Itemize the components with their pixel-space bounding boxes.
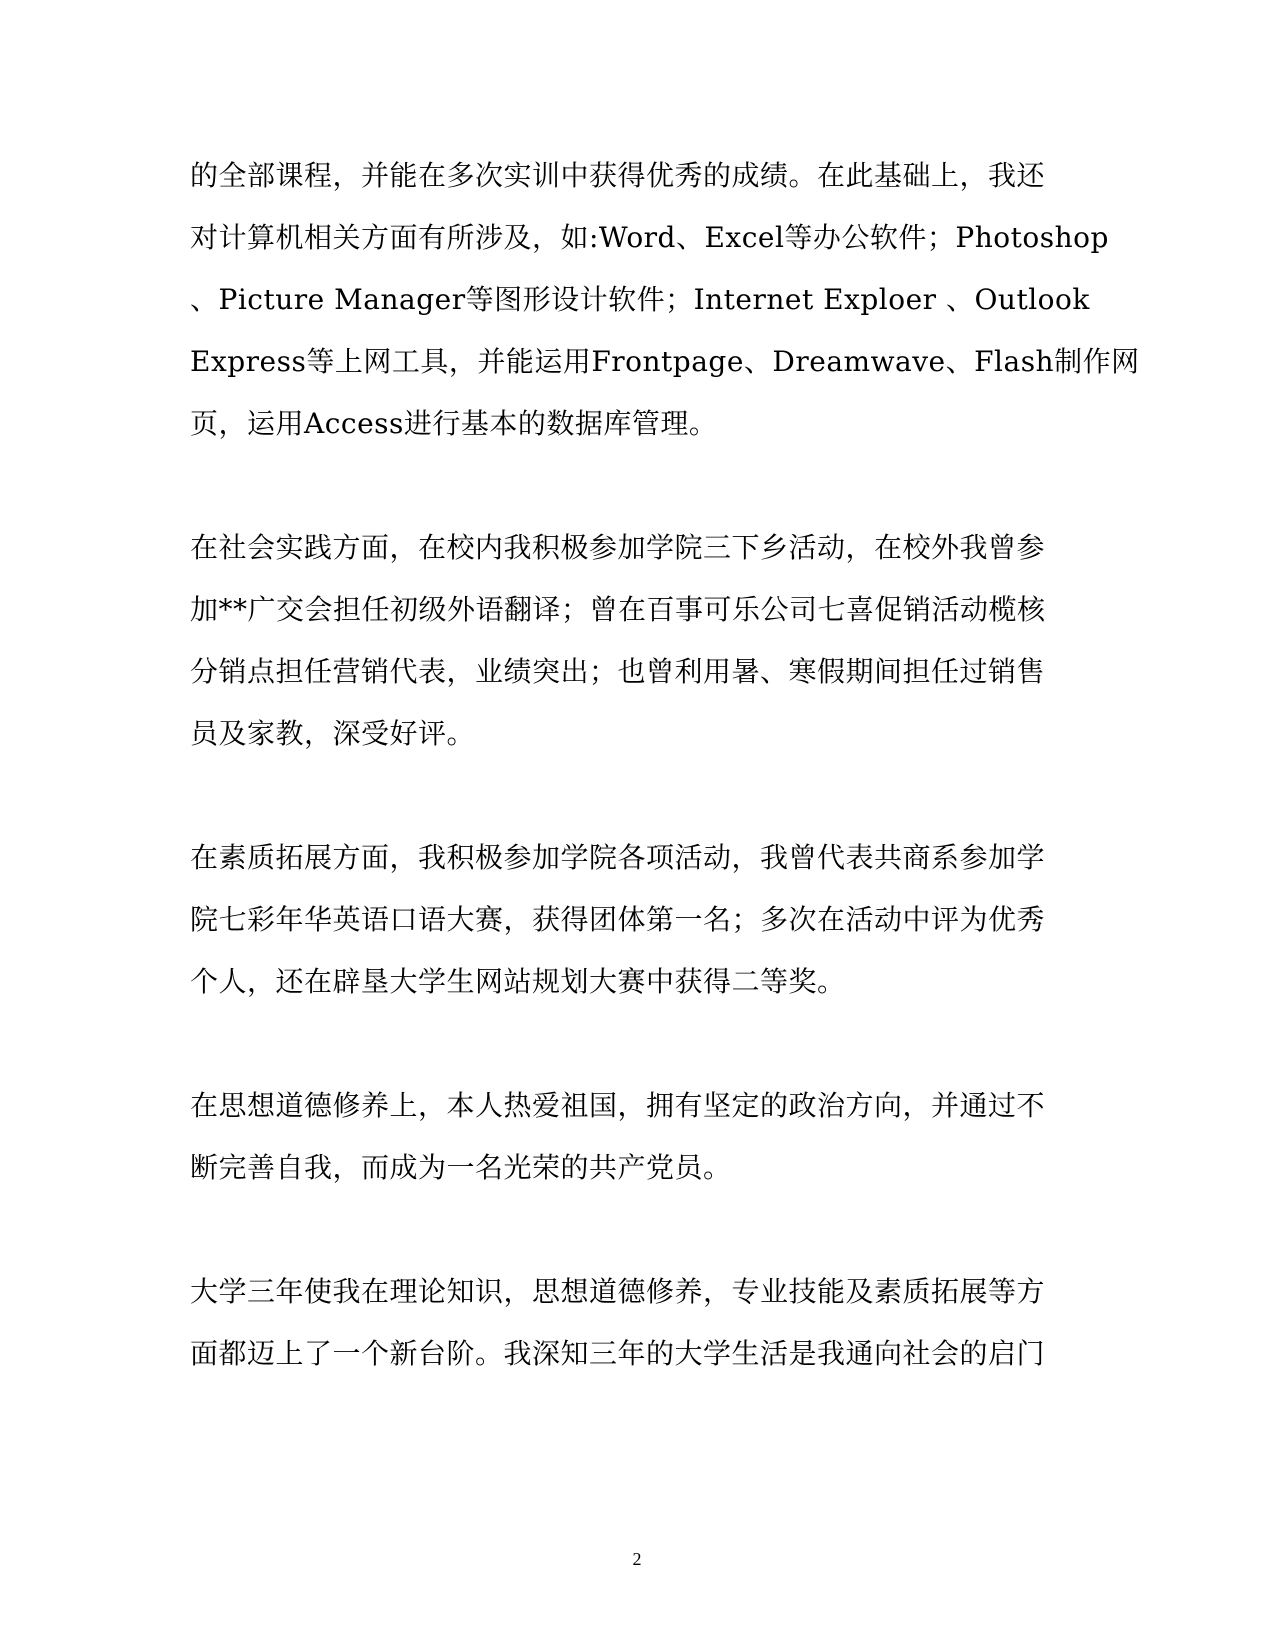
page-number: 2 (632, 1549, 642, 1569)
text-line: 在社会实践方面，在校内我积极参加学院三下乡活动，在校外我曾参 (190, 531, 1046, 564)
text-line: 的全部课程，并能在多次实训中获得优秀的成绩。在此基础上，我还 (190, 159, 1046, 192)
text-line: 分销点担任营销代表，业绩突出；也曾利用暑、寒假期间担任过销售 (190, 655, 1046, 688)
text-line: 个人，还在辟垦大学生网站规划大赛中获得二等奖。 (190, 965, 846, 998)
text-line: 、Picture Manager等图形设计软件；Internet Exploer 、Outlook (190, 283, 1090, 316)
text-line: 院七彩年华英语口语大赛，获得团体第一名；多次在活动中评为优秀 (190, 903, 1046, 936)
text-line: 断完善自我，而成为一名光荣的共产党员。 (190, 1151, 732, 1184)
text-line: Express等上网工具，并能运用Frontpage、Dreamwave、Flash制作网 (190, 345, 1140, 378)
text-line: 大学三年使我在理论知识，思想道德修养，专业技能及素质拓展等方 (190, 1275, 1046, 1308)
text-line: 加**广交会担任初级外语翻译；曾在百事可乐公司七喜促销活动榄核 (190, 593, 1046, 626)
text-line: 对计算机相关方面有所涉及，如:Word、Excel等办公软件；Photoshop (190, 221, 1109, 254)
text-line: 在思想道德修养上，本人热爱祖国，拥有坚定的政治方向，并通过不 (190, 1089, 1046, 1122)
text-line: 面都迈上了一个新台阶。我深知三年的大学生活是我通向社会的启门 (190, 1337, 1046, 1370)
text-line: 在素质拓展方面，我积极参加学院各项活动，我曾代表共商系参加学 (190, 841, 1046, 874)
text-line: 页，运用Access进行基本的数据库管理。 (190, 407, 718, 440)
text-line: 员及家教，深受好评。 (190, 717, 476, 750)
